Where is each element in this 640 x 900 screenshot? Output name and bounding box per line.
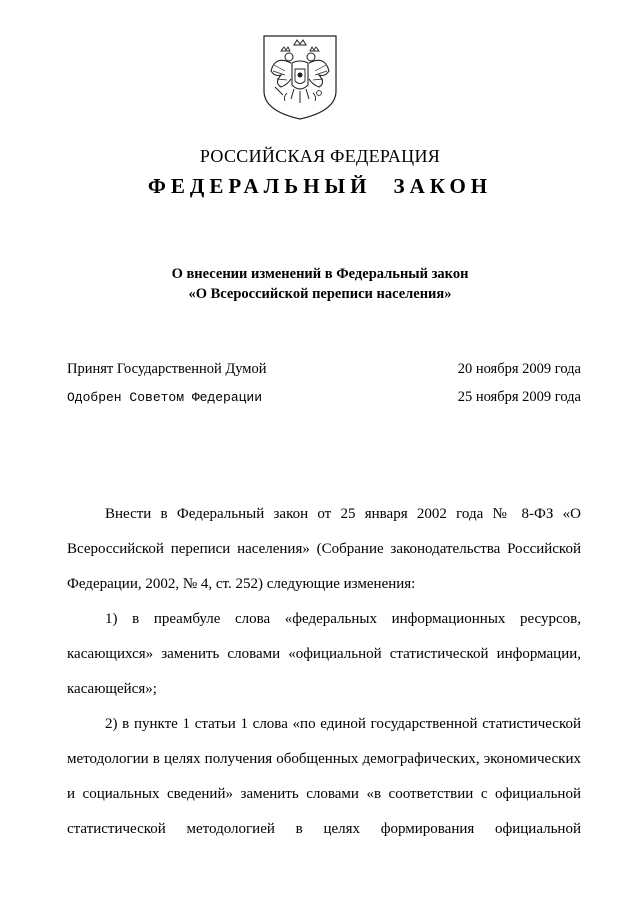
approval-label: Одобрен Советом Федерации: [67, 390, 263, 405]
body-paragraph: 2) в пункте 1 статьи 1 слова «по единой государственной статистической методологии в целях получения обобщенных демографических, экономических и социальных сведений» заменить словами «в соответствии с официальной статистической методологией в целях формирования официальной: [67, 716, 581, 837]
adoption-date: 20 ноября 2009 года: [457, 361, 581, 377]
law-title-line-2: «О Всероссийской переписи населения»: [188, 286, 452, 302]
country-name: РОССИЙСКАЯ ФЕДЕРАЦИЯ: [199, 146, 441, 166]
body-paragraph: 1) в преамбуле слова «федеральных информационных ресурсов, касающихся» заменить словами «официальной статистической информации, касающейся»;: [67, 611, 581, 697]
body-paragraph: Внести в Федеральный закон от 25 января 2002 года № 8-ФЗ «О Всероссийской переписи населения» (Собрание законодательства Российской Федерации, 2002, № 4, ст. 252) следующие изменения:: [67, 506, 581, 592]
law-title-line-1: О внесении изменений в Федеральный закон: [171, 266, 469, 282]
adoption-row-duma: [67, 361, 581, 381]
approval-date: 25 ноября 2009 года: [457, 389, 581, 405]
coat-of-arms-emblem: [261, 33, 339, 121]
law-type-heading: [0, 174, 640, 199]
adoption-label: Принят Государственной Думой: [67, 361, 267, 377]
adoption-row-federation-council: [67, 389, 581, 409]
law-body: [67, 497, 581, 847]
law-title: [0, 264, 640, 304]
law-type-word-1: ФЕДЕРАЛЬНЫЙ: [147, 174, 372, 198]
law-type-word-2: ЗАКОН: [393, 174, 493, 198]
